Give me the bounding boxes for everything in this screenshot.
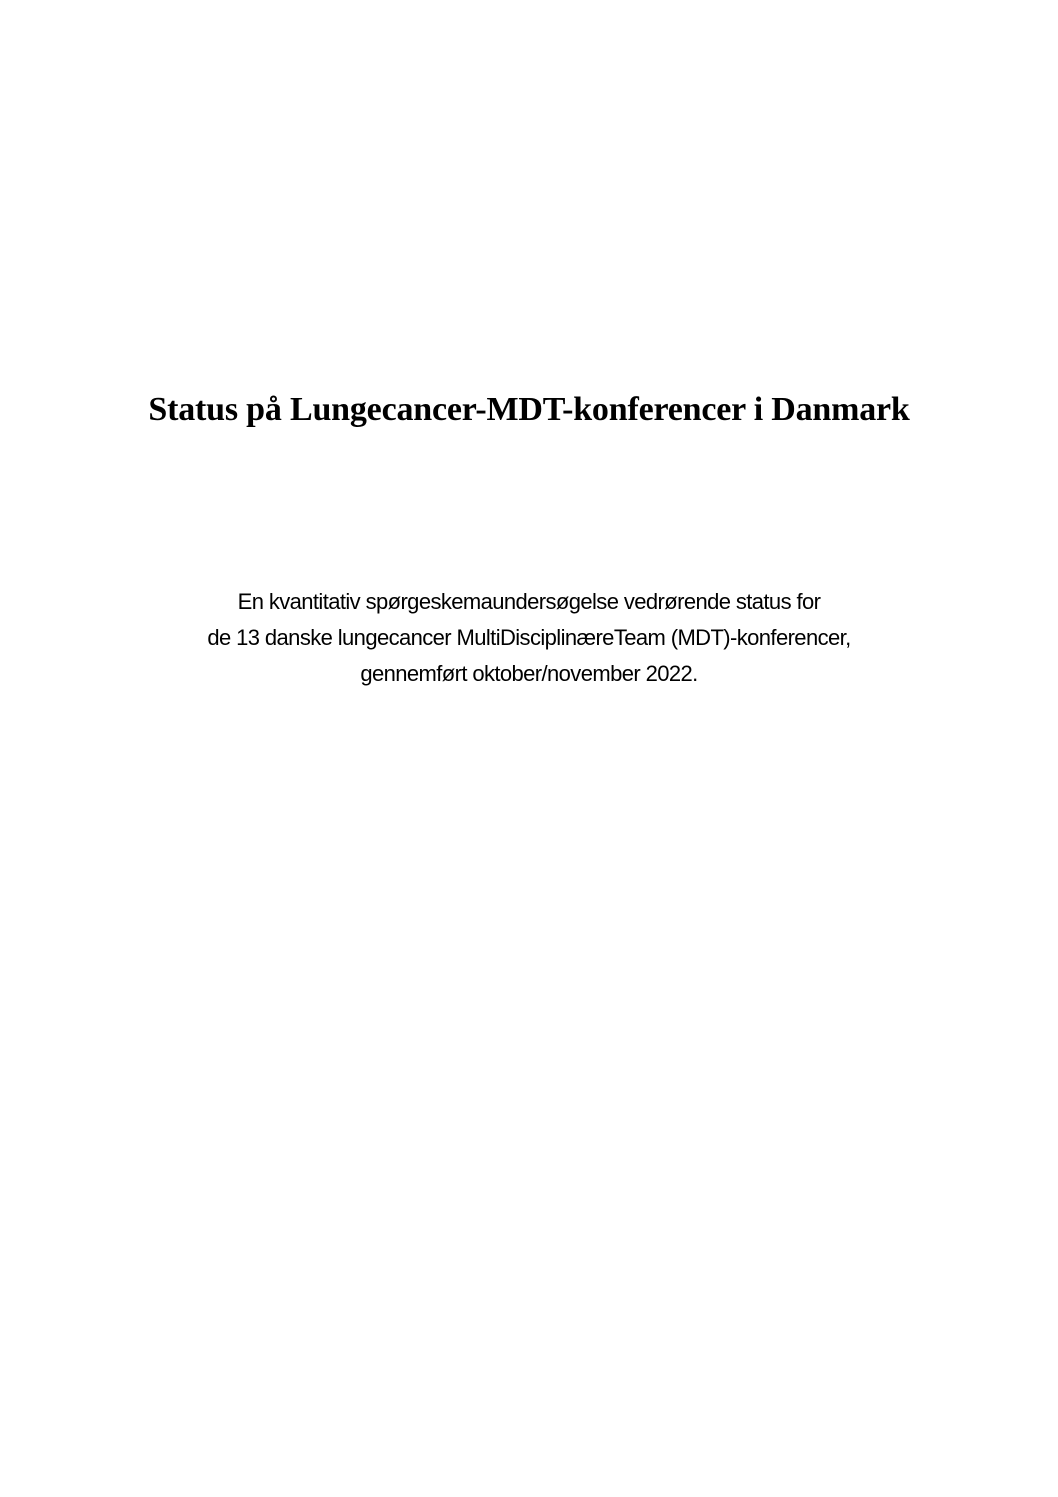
document-subtitle: [0, 584, 1058, 692]
document-title: Status på Lungecancer-MDT-konferencer i Danmark: [148, 391, 910, 428]
subtitle-line-2: de 13 danske lungecancer MultiDisciplinæreTeam (MDT)-konferencer,: [207, 625, 851, 650]
subtitle-line-1: En kvantitativ spørgeskemaundersøgelse vedrørende status for: [237, 589, 821, 614]
subtitle-line-3: gennemført oktober/november 2022.: [360, 661, 698, 686]
